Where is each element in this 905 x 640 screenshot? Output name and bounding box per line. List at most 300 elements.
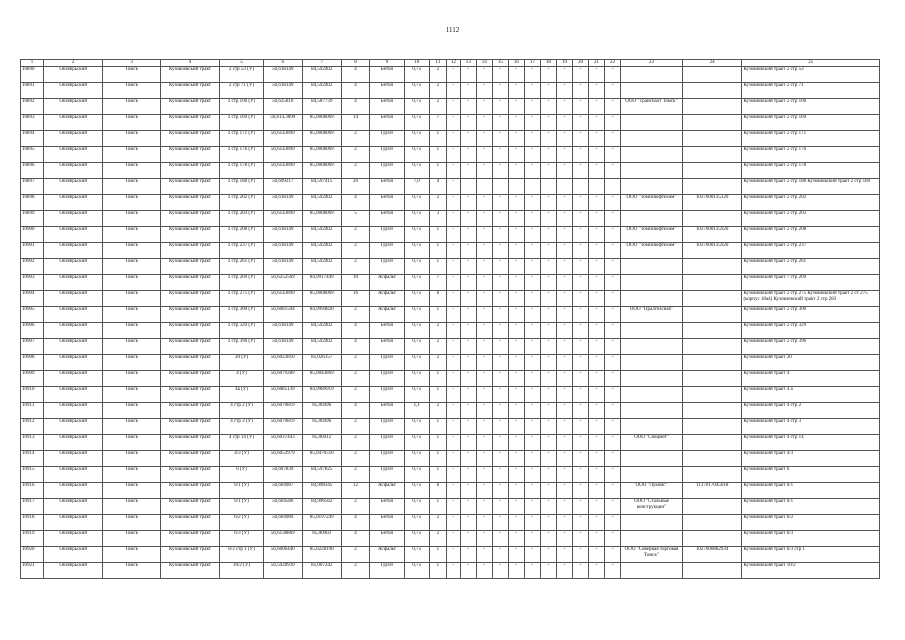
table-cell: - bbox=[492, 115, 508, 131]
table-cell: - bbox=[524, 291, 540, 307]
table-cell: Кузовлевский тракт bbox=[160, 451, 220, 467]
table-cell: - bbox=[524, 275, 540, 291]
table-cell: - bbox=[572, 131, 588, 147]
table-cell: - bbox=[460, 67, 476, 83]
table-cell: Кузовлевский тракт 2 стр 176 bbox=[742, 147, 880, 163]
table-cell: 10913 bbox=[21, 435, 44, 451]
table-cell bbox=[682, 259, 742, 275]
table-cell: 84,592402 bbox=[302, 67, 341, 83]
column-header: 15 bbox=[492, 60, 508, 67]
table-cell bbox=[508, 179, 524, 195]
table-cell: - bbox=[460, 211, 476, 227]
table-cell: - bbox=[540, 99, 556, 115]
table-cell: - bbox=[588, 147, 604, 163]
table-cell: - bbox=[524, 387, 540, 403]
table-cell: Асфальт bbox=[370, 291, 404, 307]
table-cell: - bbox=[588, 227, 604, 243]
table-cell bbox=[621, 403, 683, 419]
table-cell: 5 bbox=[341, 211, 370, 227]
table-cell: - bbox=[588, 131, 604, 147]
table-cell: - bbox=[447, 515, 461, 531]
table-cell: - bbox=[447, 339, 461, 355]
table-cell: - bbox=[508, 435, 524, 451]
table-cell: - bbox=[492, 467, 508, 483]
table-cell: Томск bbox=[103, 563, 160, 579]
table-cell: - bbox=[556, 323, 572, 339]
table-cell: Бетон bbox=[370, 83, 404, 99]
table-row bbox=[21, 211, 880, 227]
table-cell: 0,75 bbox=[404, 243, 429, 259]
table-cell: - bbox=[605, 211, 621, 227]
table-cell: Кузовлевский тракт bbox=[160, 243, 220, 259]
table-cell: - bbox=[460, 483, 476, 499]
table-cell: 2 bbox=[341, 467, 370, 483]
table-cell: - bbox=[476, 563, 492, 579]
table-cell bbox=[682, 387, 742, 403]
table-cell: 56,6143899 bbox=[263, 131, 302, 147]
table-cell: 85,0008069 bbox=[302, 147, 341, 163]
table-cell: 2 bbox=[429, 515, 446, 531]
table-cell: ООО "Лукомс" bbox=[621, 483, 683, 499]
table-cell: 6/1 (У) bbox=[220, 499, 264, 515]
table-cell: - bbox=[572, 467, 588, 483]
table-cell: Октябрьский bbox=[43, 179, 103, 195]
table-cell: Октябрьский bbox=[43, 515, 103, 531]
table-cell: 1 bbox=[429, 467, 446, 483]
table-cell: 85,0008069 bbox=[302, 115, 341, 131]
table-cell: - bbox=[605, 419, 621, 435]
table-cell: - bbox=[524, 83, 540, 99]
table-cell: 10908 bbox=[21, 355, 44, 371]
table-cell: - bbox=[605, 451, 621, 467]
table-cell: - bbox=[524, 115, 540, 131]
table-cell: - bbox=[508, 499, 524, 515]
table-cell: 2 стр 171 (У) bbox=[220, 131, 264, 147]
table-cell: Грунт bbox=[370, 131, 404, 147]
table-cell bbox=[682, 403, 742, 419]
table-cell: - bbox=[540, 227, 556, 243]
table-cell: Грунт bbox=[370, 259, 404, 275]
table-cell: Октябрьский bbox=[43, 435, 103, 451]
table-cell: Кузовлевский тракт 4 стр 3 bbox=[742, 419, 880, 435]
table-cell: - bbox=[492, 195, 508, 211]
table-cell: Кузовлевский тракт bbox=[160, 403, 220, 419]
table-cell bbox=[476, 179, 492, 195]
table-cell: 2 стр 106 (У) bbox=[220, 99, 264, 115]
table-cell: - bbox=[572, 307, 588, 323]
table-row bbox=[21, 275, 880, 291]
table-cell: 2 bbox=[341, 163, 370, 179]
table-cell: Октябрьский bbox=[43, 451, 103, 467]
table-cell: 0,75 bbox=[404, 547, 429, 563]
table-cell: Октябрьский bbox=[43, 499, 103, 515]
table-cell: 56,6023810 bbox=[263, 355, 302, 371]
table-cell bbox=[540, 179, 556, 195]
table-cell: - bbox=[572, 259, 588, 275]
table-cell: 56,604586 bbox=[263, 499, 302, 515]
table-cell: - bbox=[447, 323, 461, 339]
table-cell: 0,75 bbox=[404, 147, 429, 163]
table-cell: 0,75 bbox=[404, 515, 429, 531]
table-cell: 4 стр 14 (У) bbox=[220, 435, 264, 451]
table-cell: 2 стр 188 (У) bbox=[220, 179, 264, 195]
table-cell: - bbox=[508, 211, 524, 227]
table-cell: - bbox=[556, 387, 572, 403]
table-cell: - bbox=[605, 547, 621, 563]
table-cell: - bbox=[556, 115, 572, 131]
table-cell: 2 bbox=[341, 227, 370, 243]
table-cell: 10896 bbox=[21, 163, 44, 179]
table-cell: - bbox=[492, 163, 508, 179]
table-cell: - bbox=[447, 211, 461, 227]
table-cell: 0,75 bbox=[404, 419, 429, 435]
table-cell: - bbox=[556, 339, 572, 355]
table-cell: - bbox=[572, 323, 588, 339]
table-cell: - bbox=[447, 451, 461, 467]
table-cell: 2 стр 396 (У) bbox=[220, 339, 264, 355]
table-cell: Томск bbox=[103, 147, 160, 163]
table-cell: 10894 bbox=[21, 131, 44, 147]
table-cell: Кузовлевский тракт 4/3 bbox=[742, 451, 880, 467]
column-header: 7 bbox=[302, 60, 341, 67]
table-cell: Кузовлевский тракт bbox=[160, 467, 220, 483]
table-cell: - bbox=[556, 131, 572, 147]
table-cell: - bbox=[588, 291, 604, 307]
table-cell: 4 стр 2 (У) bbox=[220, 403, 264, 419]
table-cell: - bbox=[605, 243, 621, 259]
table-cell: 56,607839 bbox=[263, 467, 302, 483]
table-cell bbox=[621, 83, 683, 99]
table-cell: 56,6138869 bbox=[263, 531, 302, 547]
table-cell: - bbox=[524, 419, 540, 435]
table-cell: - bbox=[492, 547, 508, 563]
table-row bbox=[21, 67, 880, 83]
table-cell: - bbox=[572, 99, 588, 115]
table-cell: Бетон bbox=[370, 339, 404, 355]
table-cell: Октябрьский bbox=[43, 387, 103, 403]
table-cell: 1 bbox=[429, 451, 446, 467]
table-cell: - bbox=[540, 547, 556, 563]
table-cell bbox=[621, 163, 683, 179]
table-cell: 10919 bbox=[21, 531, 44, 547]
table-cell: 85,0008069 bbox=[302, 163, 341, 179]
table-cell: 56,6006440 bbox=[263, 547, 302, 563]
table-cell: Октябрьский bbox=[43, 115, 103, 131]
table-cell: - bbox=[447, 115, 461, 131]
page-number: 1112 bbox=[445, 26, 460, 34]
table-cell: - bbox=[524, 435, 540, 451]
column-header: 18 bbox=[540, 60, 556, 67]
table-cell: Томск bbox=[103, 339, 160, 355]
table-cell: - bbox=[508, 291, 524, 307]
table-cell: 2 стр 300 (У) bbox=[220, 307, 264, 323]
table-cell: Томск bbox=[103, 211, 160, 227]
table-cell: 2 стр 169 (У) bbox=[220, 115, 264, 131]
table-cell: - bbox=[524, 99, 540, 115]
table-cell: - bbox=[447, 99, 461, 115]
table-cell: 56,6052979 bbox=[263, 451, 302, 467]
column-header: 17 bbox=[524, 60, 540, 67]
table-cell: 12 bbox=[341, 483, 370, 499]
table-cell bbox=[682, 323, 742, 339]
table-cell: - bbox=[476, 451, 492, 467]
table-cell: 84,9989919 bbox=[302, 387, 341, 403]
table-cell: 10909 bbox=[21, 371, 44, 387]
table-cell: Кузовлевский тракт bbox=[160, 435, 220, 451]
table-cell: Грунт bbox=[370, 243, 404, 259]
table-cell: ООО "Стальные конструкции" bbox=[621, 499, 683, 515]
table-cell: - bbox=[524, 307, 540, 323]
table-cell: - bbox=[524, 195, 540, 211]
table-cell: Томск bbox=[103, 131, 160, 147]
table-cell: - bbox=[572, 243, 588, 259]
table-cell bbox=[682, 435, 742, 451]
table-cell: - bbox=[540, 435, 556, 451]
table-cell: - bbox=[508, 115, 524, 131]
table-cell: 4/3 (У) bbox=[220, 451, 264, 467]
table-cell: 2 bbox=[429, 67, 446, 83]
table-cell: - bbox=[460, 499, 476, 515]
table-cell: Октябрьский bbox=[43, 243, 103, 259]
table-cell: 10/2 (У) bbox=[220, 563, 264, 579]
table-cell: 10895 bbox=[21, 147, 44, 163]
table-cell: - bbox=[540, 243, 556, 259]
table-row bbox=[21, 323, 880, 339]
table-cell: 2 bbox=[341, 419, 370, 435]
table-cell: 85,00496 bbox=[302, 419, 341, 435]
table-cell: 2 bbox=[429, 99, 446, 115]
table-cell: 0,75 bbox=[404, 323, 429, 339]
table-cell: - bbox=[476, 371, 492, 387]
table-cell: - bbox=[572, 291, 588, 307]
table-cell: - bbox=[508, 259, 524, 275]
table-cell: - bbox=[605, 259, 621, 275]
column-header: 16 bbox=[508, 60, 524, 67]
table-cell: ООО "Томскнефтехим" bbox=[621, 195, 683, 211]
table-cell: Грунт bbox=[370, 419, 404, 435]
table-cell bbox=[621, 211, 683, 227]
table-cell: - bbox=[460, 403, 476, 419]
table-cell: - bbox=[460, 467, 476, 483]
table-cell: 2 bbox=[341, 547, 370, 563]
table-cell: Томск bbox=[103, 355, 160, 371]
table-cell bbox=[605, 179, 621, 195]
table-cell: 6 bbox=[429, 291, 446, 307]
table-cell: - bbox=[556, 451, 572, 467]
table-cell: 2 bbox=[341, 387, 370, 403]
table-cell: - bbox=[572, 531, 588, 547]
table-cell: 56,6143899 bbox=[263, 163, 302, 179]
table-cell: 0,75 bbox=[404, 467, 429, 483]
table-cell: - bbox=[588, 499, 604, 515]
table-cell: Октябрьский bbox=[43, 211, 103, 227]
table-cell: Кузовлевский тракт 4 стр 2 bbox=[742, 403, 880, 419]
table-cell: - bbox=[588, 195, 604, 211]
table-cell: - bbox=[605, 531, 621, 547]
table-cell: - bbox=[492, 67, 508, 83]
table-cell: 4 bbox=[341, 339, 370, 355]
table-cell: - bbox=[524, 467, 540, 483]
table-cell: - bbox=[492, 403, 508, 419]
table-cell: - bbox=[540, 563, 556, 579]
table-cell: 2 стр 261 (У) bbox=[220, 259, 264, 275]
table-cell: - bbox=[572, 451, 588, 467]
table-cell: 0,75 bbox=[404, 563, 429, 579]
table-cell: - bbox=[508, 339, 524, 355]
table-row bbox=[21, 259, 880, 275]
table-cell: - bbox=[447, 403, 461, 419]
table-cell: - bbox=[447, 531, 461, 547]
table-cell: - bbox=[556, 371, 572, 387]
table-cell bbox=[682, 371, 742, 387]
table-cell: Томск bbox=[103, 515, 160, 531]
table-cell: - bbox=[588, 67, 604, 83]
table-row bbox=[21, 563, 880, 579]
table-cell: - bbox=[556, 275, 572, 291]
table-cell: 0,75 bbox=[404, 387, 429, 403]
table-cell: - bbox=[540, 195, 556, 211]
table-cell: - bbox=[605, 355, 621, 371]
table-cell: - bbox=[476, 419, 492, 435]
table-row bbox=[21, 83, 880, 99]
table-cell bbox=[682, 163, 742, 179]
table-cell: 10910 bbox=[21, 387, 44, 403]
table-cell: Грунт bbox=[370, 355, 404, 371]
table-cell bbox=[682, 355, 742, 371]
table-cell bbox=[682, 291, 742, 307]
table-cell: Бетон bbox=[370, 115, 404, 131]
table-cell bbox=[524, 179, 540, 195]
table-cell: Томск bbox=[103, 275, 160, 291]
table-cell: - bbox=[508, 387, 524, 403]
table-cell: - bbox=[492, 275, 508, 291]
table-cell: 1 bbox=[429, 419, 446, 435]
table-cell: - bbox=[492, 451, 508, 467]
table-cell: 1,1 bbox=[404, 403, 429, 419]
table-cell: - bbox=[556, 67, 572, 83]
table-cell: - bbox=[524, 227, 540, 243]
table-cell: - bbox=[540, 163, 556, 179]
table-cell: 56,618149 bbox=[263, 195, 302, 211]
table-cell bbox=[682, 451, 742, 467]
table-cell bbox=[682, 467, 742, 483]
table-cell bbox=[621, 531, 683, 547]
table-cell: - bbox=[492, 435, 508, 451]
table-cell: Грунт bbox=[370, 563, 404, 579]
table-row bbox=[21, 371, 880, 387]
table-cell: - bbox=[588, 211, 604, 227]
table-cell: Грунт bbox=[370, 163, 404, 179]
table-cell: Кузовлевский тракт bbox=[160, 323, 220, 339]
table-cell bbox=[621, 387, 683, 403]
table-cell: Кузовлевский тракт bbox=[160, 83, 220, 99]
table-cell: - bbox=[572, 499, 588, 515]
table-cell: - bbox=[476, 531, 492, 547]
table-cell: - bbox=[556, 163, 572, 179]
table-cell: - bbox=[588, 323, 604, 339]
table-cell: - bbox=[605, 387, 621, 403]
table-cell: - bbox=[492, 259, 508, 275]
table-cell: 1 bbox=[429, 371, 446, 387]
table-cell: 0,75 bbox=[404, 131, 429, 147]
table-cell: Грунт bbox=[370, 147, 404, 163]
table-cell: 10906 bbox=[21, 323, 44, 339]
table-cell: 85,0008069 bbox=[302, 131, 341, 147]
table-cell: 0,75 bbox=[404, 339, 429, 355]
column-header: 22 bbox=[605, 60, 621, 67]
table-cell: 6 (У) bbox=[220, 467, 264, 483]
table-cell: 10921 bbox=[21, 563, 44, 579]
table-cell: 14 bbox=[341, 115, 370, 131]
table-cell: - bbox=[556, 227, 572, 243]
table-cell: - bbox=[524, 355, 540, 371]
table-cell: 56,618149 bbox=[263, 227, 302, 243]
table-cell: 84,9994820 bbox=[302, 307, 341, 323]
table-cell: Октябрьский bbox=[43, 403, 103, 419]
table-cell: 10905 bbox=[21, 307, 44, 323]
table-cell: - bbox=[605, 483, 621, 499]
table-cell bbox=[621, 467, 683, 483]
column-header: 19 bbox=[556, 60, 572, 67]
table-cell: Кузовлевский тракт bbox=[160, 259, 220, 275]
table-cell: 84,592402 bbox=[302, 243, 341, 259]
table-cell: Томск bbox=[103, 371, 160, 387]
table-cell: 10 bbox=[341, 275, 370, 291]
table-cell: 0,75 bbox=[404, 227, 429, 243]
table-cell: - bbox=[476, 259, 492, 275]
table-cell: Томск bbox=[103, 67, 160, 83]
table-cell: - bbox=[588, 483, 604, 499]
table-cell: Кузовлевский тракт bbox=[160, 147, 220, 163]
table-cell: - bbox=[540, 531, 556, 547]
table-cell: - bbox=[476, 227, 492, 243]
table-cell: - bbox=[572, 483, 588, 499]
table-cell: - bbox=[572, 163, 588, 179]
table-cell: - bbox=[508, 483, 524, 499]
table-cell: - bbox=[447, 179, 461, 195]
table-row bbox=[21, 483, 880, 499]
table-cell: - bbox=[476, 83, 492, 99]
table-cell: 2 bbox=[341, 451, 370, 467]
table-cell: Кузовлевский тракт bbox=[160, 275, 220, 291]
table-cell: - bbox=[460, 243, 476, 259]
table-cell: - bbox=[508, 323, 524, 339]
table-cell: - bbox=[540, 467, 556, 483]
table-cell: - bbox=[508, 403, 524, 419]
table-cell: 1 bbox=[429, 307, 446, 323]
table-cell: 85,0008069 bbox=[302, 291, 341, 307]
table-cell: 2 стр 53 (У) bbox=[220, 67, 264, 83]
table-cell: 1 bbox=[429, 259, 446, 275]
table-cell: - bbox=[524, 163, 540, 179]
table-cell: - bbox=[524, 563, 540, 579]
table-cell: - bbox=[492, 99, 508, 115]
table-cell: Бетон bbox=[370, 211, 404, 227]
table-cell: Октябрьский bbox=[43, 67, 103, 83]
table-cell: - bbox=[492, 83, 508, 99]
table-cell: - bbox=[572, 227, 588, 243]
table-cell: - bbox=[460, 131, 476, 147]
table-cell: - bbox=[540, 259, 556, 275]
table-cell: 56,609217 bbox=[263, 179, 302, 195]
table-cell: - bbox=[540, 499, 556, 515]
table-cell: - bbox=[588, 419, 604, 435]
table-cell: 56,618149 bbox=[263, 243, 302, 259]
table-cell: Бетон bbox=[370, 99, 404, 115]
table-cell: - bbox=[605, 435, 621, 451]
table-cell: - bbox=[492, 131, 508, 147]
table-cell: - bbox=[508, 99, 524, 115]
